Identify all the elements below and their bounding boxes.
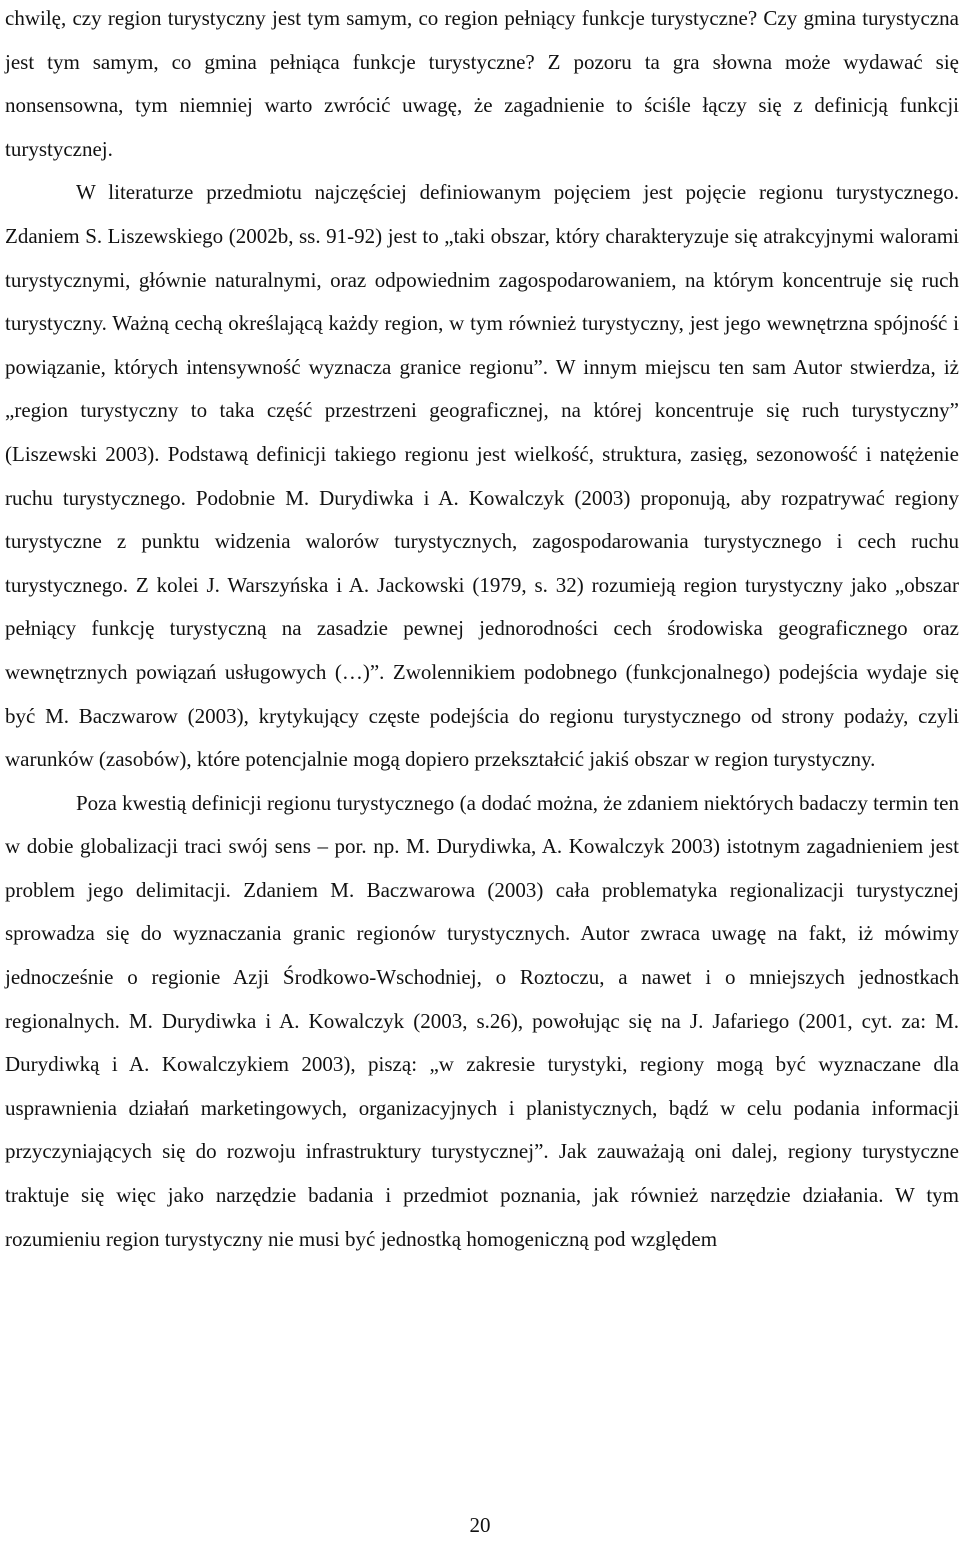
page-number: 20 [469,1513,491,1537]
paragraph-3: Poza kwestią definicji regionu turystycznego (a dodać można, że zdaniem niektórych badaczy termin ten w dobie globalizacji traci swój sens – por. np. M. Durydiwka, A. Kowalczyk 2003) istotnym zagadnieniem jest problem jego delimitacji. Zdaniem M. Baczwarowa (2003) cała problematyka regionalizacji turystycznej sprowadza się do wyznaczania granic regionów turystycznych. Autor zwraca uwagę na fakt, iż mówimy jednocześnie o regionie Azji Środkowo-Wschodniej, o Roztoczu, a nawet i o mniejszych jednostkach regionalnych. M. Durydiwka i A. Kowalczyk (2003, s.26), powołując się na J. Jafariego (2001, cyt. za: M. Durydiwką i A. Kowalczykiem 2003), piszą: „w zakresie turystyki, regiony mogą być wyznaczane dla usprawnienia działań marketingowych, organizacyjnych i planistycznych, bądź w celu podania informacji przyczyniających się do rozwoju infrastruktury turystycznej”. Jak zauważają oni dalej, regiony turystyczne traktuje się więc jako narzędzie badania i przedmiot poznania, jak również narzędzie działania. W tym rozumieniu region turystyczny nie musi być jednostką homogeniczną pod względem [5,790,959,1251]
paragraph-1: chwilę, czy region turystyczny jest tym samym, co region pełniący funkcje turystyczne? Czy gmina turystyczna jest tym samym, co gmina pełniąca funkcje turystyczne? Z pozoru ta gra słowna może wydawać się nonsensowna, tym niemniej warto zwrócić uwagę, że zagadnienie to ściśle łączy się z definicją funkcji turystycznej. [5,6,959,161]
paragraph-2: W literaturze przedmiotu najczęściej definiowanym pojęciem jest pojęcie regionu turystycznego. Zdaniem S. Liszewskiego (2002b, ss. 91-92) jest to „taki obszar, który charakteryzuje się atrakcyjnymi walorami turystycznymi, głównie naturalnymi, oraz odpowiednim zagospodarowaniem, na którym koncentruje się ruch turystyczny. Ważną cechą określającą każdy region, w tym również turystyczny, jest jego wewnętrzna spójność i powiązanie, których intensywność wyznacza granice regionu”. W innym miejscu ten sam Autor stwierdza, iż „region turystyczny to taka część przestrzeni geograficznej, na której koncentruje się ruch turystyczny” (Liszewski 2003). Podstawą definicji takiego regionu jest wielkość, struktura, zasięg, sezonowość i natężenie ruchu turystycznego. Podobnie M. Durydiwka i A. Kowalczyk (2003) proponują, aby rozpatrywać regiony turystyczne z punktu widzenia walorów turystycznych, zagospodarowania turystycznego i cech ruchu turystycznego. Z kolei J. Warszyńska i A. Jackowski (1979, s. 32) rozumieją region turystyczny jako „obszar pełniący funkcję turystyczną na zasadzie pewnej jednorodności cech środowiska geograficznego oraz wewnętrznych powiązań usługowych (…)”. Zwolennikiem podobnego (funkcjonalnego) podejścia wydaje się być M. Baczwarow (2003), krytykujący częste podejścia do regionu turystycznego od strony podaży, czyli warunków (zasobów), które potencjalnie mogą dopiero przekształcić jakiś obszar w region turystyczny. [5,180,959,772]
body-text [5,0,959,1261]
